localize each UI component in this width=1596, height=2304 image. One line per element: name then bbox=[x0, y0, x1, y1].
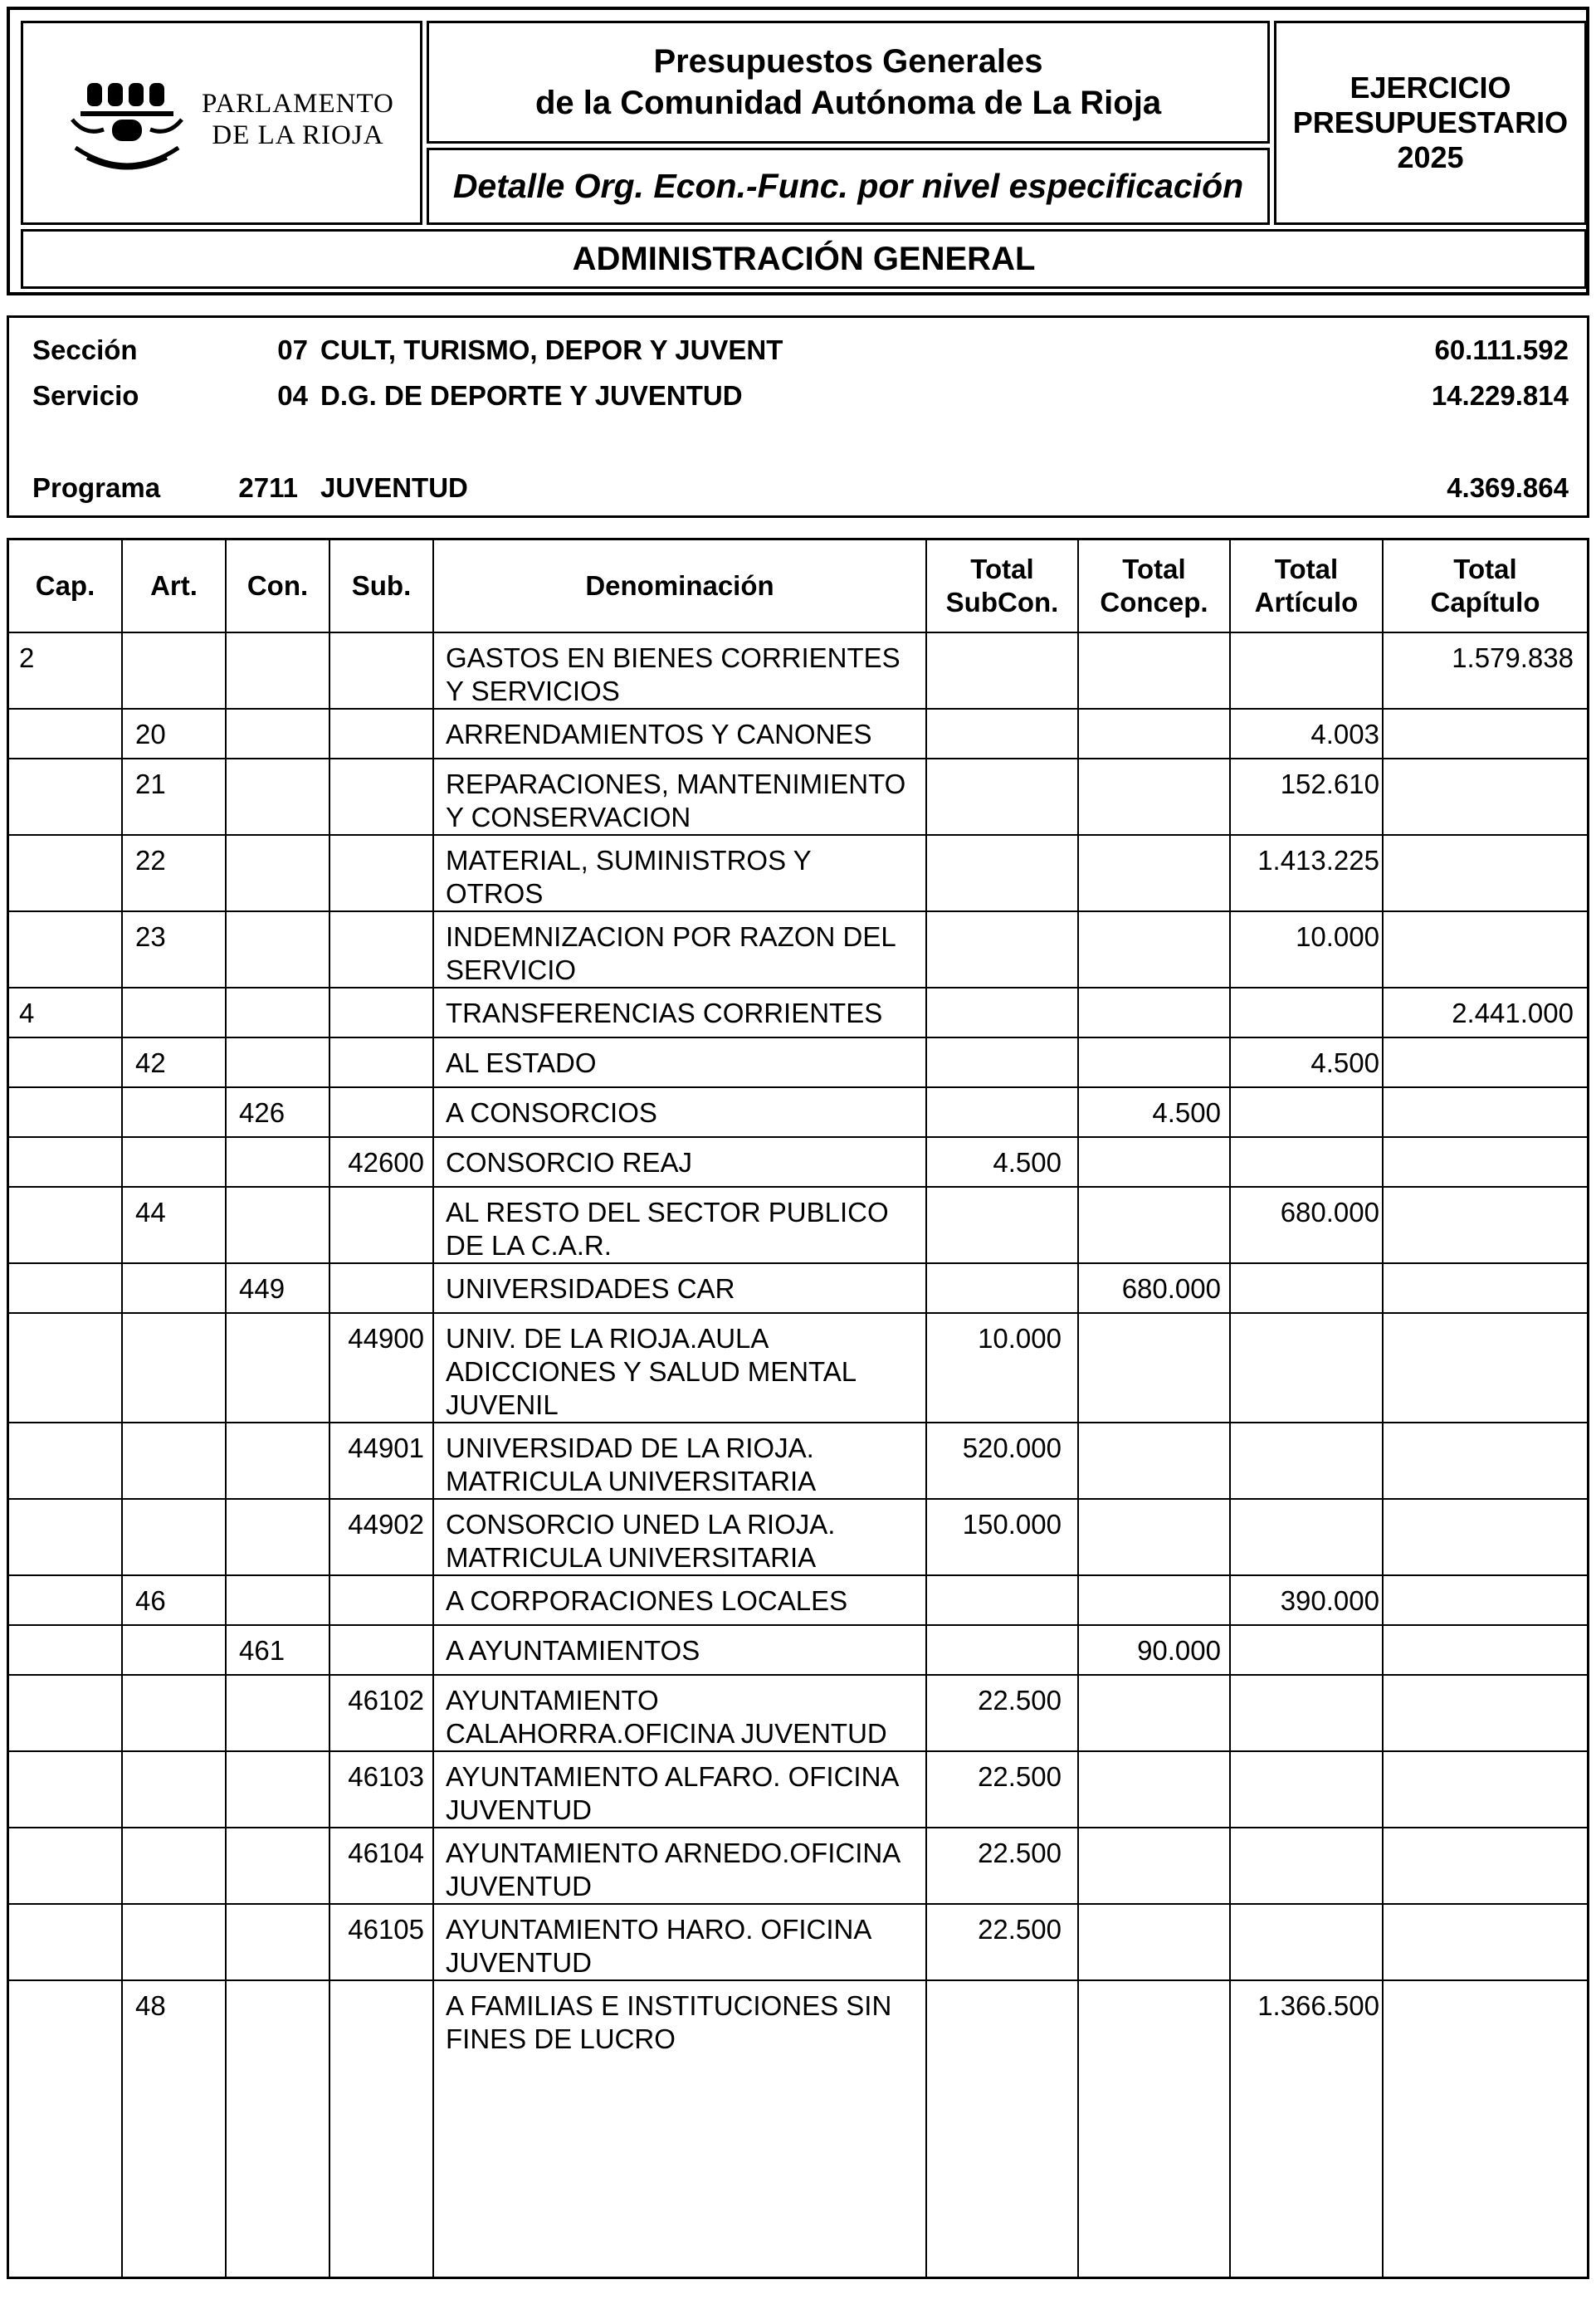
denominacion-line: ARRENDAMIENTOS Y CANONES bbox=[446, 719, 872, 749]
seccion-code: 07 bbox=[277, 334, 308, 365]
sub-cell: 46102 bbox=[348, 1685, 424, 1716]
denominacion-cell bbox=[446, 1047, 927, 1080]
denominacion-cell bbox=[446, 642, 927, 708]
denominacion-cell bbox=[446, 1322, 927, 1422]
denominacion-line: Y CONSERVACION bbox=[446, 802, 691, 832]
table-row bbox=[9, 1188, 1587, 1264]
col-total-subcon-line1: Total bbox=[970, 554, 1034, 584]
table-row bbox=[9, 1264, 1587, 1314]
denominacion-cell bbox=[446, 1634, 927, 1667]
denominacion-cell bbox=[446, 718, 927, 751]
sub-cell: 44902 bbox=[348, 1509, 424, 1540]
subtitle: Detalle Org. Econ.-Func. por nivel especificación bbox=[452, 167, 1244, 205]
logo-line1: PARLAMENTO bbox=[202, 89, 394, 119]
denominacion-cell bbox=[446, 920, 927, 987]
col-sub: Sub. bbox=[351, 570, 412, 601]
denominacion-line: AYUNTAMIENTO bbox=[446, 1685, 659, 1716]
total-capitulo-cell: 1.579.838 bbox=[1452, 642, 1574, 673]
sub-cell: 42600 bbox=[348, 1147, 424, 1178]
denominacion-line: DE LA C.A.R. bbox=[446, 1230, 612, 1261]
total-capitulo-cell: 2.441.000 bbox=[1452, 998, 1574, 1028]
total-articulo-cell: 4.500 bbox=[1310, 1047, 1379, 1078]
table-row bbox=[9, 836, 1587, 912]
total-subcon-cell: 22.500 bbox=[978, 1761, 1062, 1792]
total-articulo-cell: 1.413.225 bbox=[1257, 845, 1379, 876]
denominacion-line: CALAHORRA.OFICINA JUVENTUD bbox=[446, 1718, 887, 1749]
total-subcon-cell: 520.000 bbox=[962, 1433, 1062, 1463]
denominacion-line: FINES DE LUCRO bbox=[446, 2023, 676, 2054]
denominacion-line: AL RESTO DEL SECTOR PUBLICO bbox=[446, 1197, 889, 1228]
programa-row bbox=[9, 472, 1587, 505]
table-row bbox=[9, 1500, 1587, 1576]
table-row bbox=[9, 912, 1587, 988]
logo-text bbox=[202, 88, 394, 151]
denominacion-line: Y SERVICIOS bbox=[446, 676, 620, 706]
art-cell: 20 bbox=[135, 719, 166, 749]
denominacion-line: INDEMNIZACION POR RAZON DEL bbox=[446, 921, 896, 952]
art-cell: 23 bbox=[135, 921, 166, 952]
subtitle-box bbox=[427, 148, 1270, 225]
col-total-articulo-line1: Total bbox=[1274, 554, 1339, 584]
total-subcon-cell: 10.000 bbox=[978, 1323, 1062, 1354]
denominacion-line: CONSORCIO UNED LA RIOJA. bbox=[446, 1509, 836, 1540]
denominacion-line: JUVENIL bbox=[446, 1389, 559, 1420]
servicio-row bbox=[9, 380, 1587, 413]
total-concep-cell: 90.000 bbox=[1137, 1635, 1221, 1666]
art-cell: 44 bbox=[135, 1197, 166, 1228]
denominacion-line: A CONSORCIOS bbox=[446, 1097, 657, 1128]
budget-table bbox=[7, 538, 1589, 2279]
seccion-row bbox=[9, 334, 1587, 368]
denominacion-cell bbox=[446, 1272, 927, 1306]
programa-name: JUVENTUD bbox=[320, 472, 468, 503]
denominacion-line: MATRICULA UNIVERSITARIA bbox=[446, 1466, 817, 1496]
table-row bbox=[9, 1138, 1587, 1188]
table-row bbox=[9, 1423, 1587, 1500]
ejercicio-year: 2025 bbox=[1397, 140, 1464, 174]
table-row bbox=[9, 1088, 1587, 1138]
art-cell: 42 bbox=[135, 1047, 166, 1078]
denominacion-cell bbox=[446, 1146, 927, 1179]
col-total-subcon-line2: SubCon. bbox=[945, 587, 1059, 617]
denominacion-line: A AYUNTAMIENTOS bbox=[446, 1635, 700, 1666]
denominacion-line: JUVENTUD bbox=[446, 1947, 593, 1978]
denominacion-line: SERVICIO bbox=[446, 954, 577, 985]
total-concep-cell: 680.000 bbox=[1121, 1273, 1221, 1304]
denominacion-line: UNIVERSIDAD DE LA RIOJA. bbox=[446, 1433, 814, 1463]
sub-cell: 46105 bbox=[348, 1914, 424, 1945]
table-row bbox=[9, 1676, 1587, 1752]
seccion-amount: 60.111.592 bbox=[1434, 334, 1569, 365]
ejercicio-box bbox=[1274, 21, 1587, 225]
denominacion-line: UNIV. DE LA RIOJA.AULA bbox=[446, 1323, 769, 1354]
col-total-capitulo bbox=[1384, 540, 1587, 632]
parliament-logo-box bbox=[21, 21, 422, 225]
denominacion-cell bbox=[446, 1913, 927, 1979]
table-row bbox=[9, 1981, 1587, 2057]
denominacion-cell bbox=[446, 1584, 927, 1618]
denominacion-line: AL ESTADO bbox=[446, 1047, 597, 1078]
admin-box bbox=[21, 229, 1587, 289]
title-line1: Presupuestos Generales bbox=[653, 43, 1043, 80]
programa-code: 2711 bbox=[238, 472, 298, 503]
col-cap: Cap. bbox=[35, 570, 95, 601]
art-cell: 48 bbox=[135, 1990, 166, 2021]
total-articulo-cell: 10.000 bbox=[1296, 921, 1379, 952]
con-cell: 461 bbox=[239, 1635, 286, 1666]
con-cell: 426 bbox=[239, 1097, 286, 1128]
table-row bbox=[9, 1038, 1587, 1088]
cap-cell: 2 bbox=[19, 642, 35, 673]
total-articulo-cell: 4.003 bbox=[1310, 719, 1379, 749]
section-info bbox=[7, 315, 1589, 518]
denominacion-line: TRANSFERENCIAS CORRIENTES bbox=[446, 998, 883, 1028]
denominacion-cell bbox=[446, 997, 927, 1030]
table-row bbox=[9, 1626, 1587, 1676]
art-cell: 46 bbox=[135, 1585, 166, 1616]
programa-label: Programa bbox=[32, 472, 161, 503]
col-total-concep-line2: Concep. bbox=[1100, 587, 1208, 617]
denominacion-line: JUVENTUD bbox=[446, 1794, 593, 1825]
denominacion-cell bbox=[446, 1989, 927, 2056]
denominacion-cell bbox=[446, 844, 927, 910]
denominacion-line: A FAMILIAS E INSTITUCIONES SIN bbox=[446, 1990, 892, 2021]
denominacion-cell bbox=[446, 1196, 927, 1262]
col-total-capitulo-line1: Total bbox=[1453, 554, 1517, 584]
denominacion-line: AYUNTAMIENTO HARO. OFICINA bbox=[446, 1914, 872, 1945]
denominacion-cell bbox=[446, 1837, 927, 1903]
col-total-concep-line1: Total bbox=[1122, 554, 1186, 584]
denominacion-line: MATRICULA UNIVERSITARIA bbox=[446, 1542, 817, 1573]
col-art: Art. bbox=[150, 570, 198, 601]
seccion-label: Sección bbox=[32, 334, 138, 365]
table-row bbox=[9, 1752, 1587, 1828]
total-articulo-cell: 390.000 bbox=[1280, 1585, 1379, 1616]
total-articulo-cell: 680.000 bbox=[1280, 1197, 1379, 1228]
table-row bbox=[9, 1905, 1587, 1981]
col-total-capitulo-line2: Capítulo bbox=[1430, 587, 1540, 617]
parliament-emblem-icon bbox=[69, 65, 193, 189]
total-articulo-cell: 152.610 bbox=[1280, 769, 1379, 799]
denominacion-line: ADICCIONES Y SALUD MENTAL bbox=[446, 1356, 857, 1387]
denominacion-cell bbox=[446, 1760, 927, 1827]
con-cell: 449 bbox=[239, 1273, 286, 1304]
denominacion-line: AYUNTAMIENTO ARNEDO.OFICINA bbox=[446, 1838, 901, 1868]
ejercicio-line1: EJERCICIO bbox=[1350, 71, 1511, 105]
col-total-articulo-line2: Artículo bbox=[1254, 587, 1359, 617]
table-row bbox=[9, 633, 1587, 710]
col-total-articulo bbox=[1231, 540, 1382, 632]
denominacion-line: AYUNTAMIENTO ALFARO. OFICINA bbox=[446, 1761, 900, 1792]
total-subcon-cell: 22.500 bbox=[978, 1838, 1062, 1868]
table-row bbox=[9, 759, 1587, 836]
denominacion-line: CONSORCIO REAJ bbox=[446, 1147, 693, 1178]
table-row bbox=[9, 1828, 1587, 1905]
total-subcon-cell: 22.500 bbox=[978, 1914, 1062, 1945]
denominacion-cell bbox=[446, 1508, 927, 1574]
denominacion-cell bbox=[446, 1684, 927, 1750]
total-concep-cell: 4.500 bbox=[1152, 1097, 1221, 1128]
denominacion-line: JUVENTUD bbox=[446, 1871, 593, 1901]
denominacion-cell bbox=[446, 1096, 927, 1130]
table-row bbox=[9, 988, 1587, 1038]
col-denominacion: Denominación bbox=[585, 570, 774, 601]
programa-amount: 4.369.864 bbox=[1447, 472, 1569, 503]
denominacion-line: OTROS bbox=[446, 878, 544, 909]
seccion-name: CULT, TURISMO, DEPOR Y JUVENT bbox=[320, 334, 783, 365]
servicio-label: Servicio bbox=[32, 380, 139, 411]
denominacion-cell bbox=[446, 1432, 927, 1498]
sub-cell: 46104 bbox=[348, 1838, 424, 1868]
denominacion-line: REPARACIONES, MANTENIMIENTO bbox=[446, 769, 906, 799]
table-row bbox=[9, 710, 1587, 759]
col-total-subcon bbox=[927, 540, 1077, 632]
total-subcon-cell: 150.000 bbox=[962, 1509, 1062, 1540]
table-row bbox=[9, 1314, 1587, 1423]
col-con: Con. bbox=[246, 570, 309, 601]
title-line2: de la Comunidad Autónoma de La Rioja bbox=[534, 85, 1162, 121]
sub-cell: 46103 bbox=[348, 1761, 424, 1792]
table-header bbox=[9, 540, 1587, 633]
art-cell: 22 bbox=[135, 845, 166, 876]
admin-title: ADMINISTRACIÓN GENERAL bbox=[572, 240, 1036, 277]
denominacion-line: A CORPORACIONES LOCALES bbox=[446, 1585, 848, 1616]
document-header bbox=[7, 7, 1589, 295]
servicio-code: 04 bbox=[277, 380, 308, 411]
cap-cell: 4 bbox=[19, 998, 35, 1028]
denominacion-line: GASTOS EN BIENES CORRIENTES bbox=[446, 642, 900, 673]
total-subcon-cell: 22.500 bbox=[978, 1685, 1062, 1716]
art-cell: 21 bbox=[135, 769, 166, 799]
total-subcon-cell: 4.500 bbox=[993, 1147, 1062, 1178]
ejercicio-line2: PRESUPUESTARIO bbox=[1292, 105, 1569, 139]
sub-cell: 44901 bbox=[348, 1433, 424, 1463]
logo-line2: DE LA RIOJA bbox=[212, 120, 384, 150]
denominacion-cell bbox=[446, 768, 927, 834]
col-total-concep bbox=[1079, 540, 1229, 632]
denominacion-line: UNIVERSIDADES CAR bbox=[446, 1273, 735, 1304]
title-box bbox=[427, 21, 1270, 144]
servicio-amount: 14.229.814 bbox=[1431, 380, 1569, 411]
table-row bbox=[9, 1576, 1587, 1626]
denominacion-line: MATERIAL, SUMINISTROS Y bbox=[446, 845, 812, 876]
total-articulo-cell: 1.366.500 bbox=[1257, 1990, 1379, 2021]
sub-cell: 44900 bbox=[348, 1323, 424, 1354]
servicio-name: D.G. DE DEPORTE Y JUVENTUD bbox=[320, 380, 743, 411]
